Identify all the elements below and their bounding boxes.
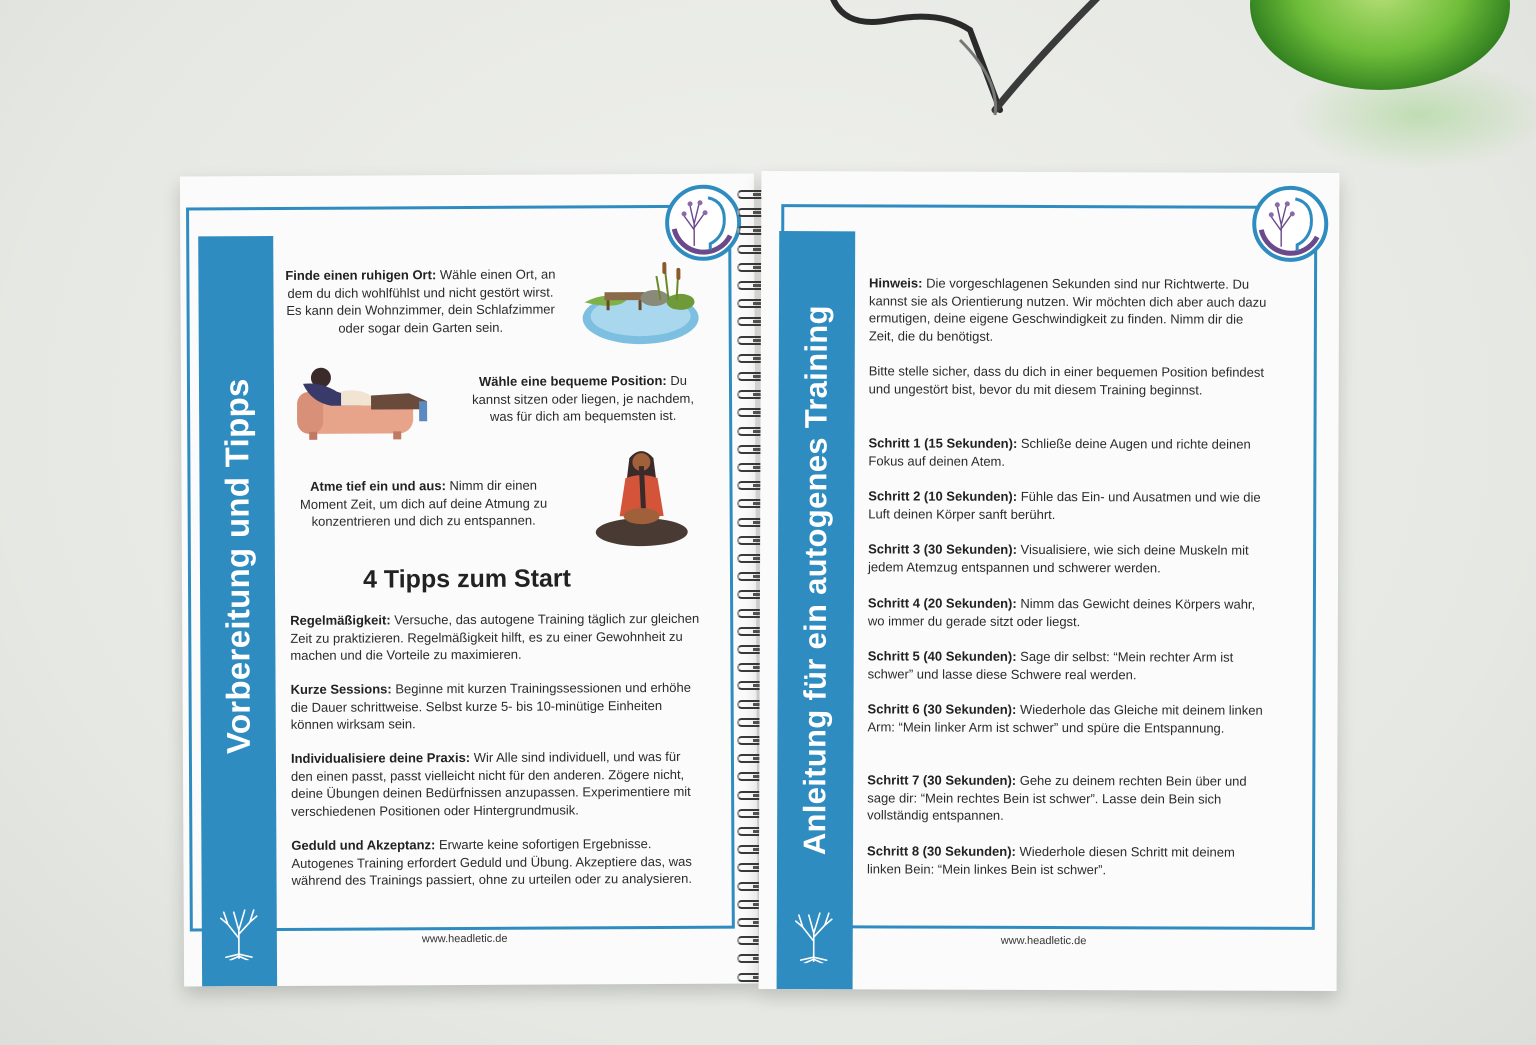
right-page [759,171,1340,991]
step-1: Schritt 1 (15 Sekunden): Schließe deine Augen und richte deinen Fokus auf deinen Atem. [868,435,1251,469]
tip-patience: Geduld und Akzeptanz: Erwarte keine sofortigen Ergebnisse. Autogenes Training erfordert Geduld und Übung. Akzeptiere das, was während des Trainings passiert, ohne zu urteilen oder zu analysieren. [291,836,692,888]
brain-tree-logo-icon [664,184,742,262]
intro-comfortable-position: Wähle eine bequeme Position: Du kannst sitzen oder liegen, je nachdem, was für dich am bequemsten ist. [472,372,695,424]
footer-url: www.headletic.de [421,932,508,946]
note-paragraph: Bitte stelle sicher, dass du dich in einer bequemen Position befindest und ungestört bist, bevor du mit diesem Training beginnst. [868,363,1265,398]
step-6: Schritt 6 (30 Sekunden): Wiederhole das Gleiche mit deinem linken Arm: “Mein linker Arm ist schwer” und spüre die Entspannung. [867,701,1263,736]
tip-short-sessions: Kurze Sessions: Beginne mit kurzen Trainingssessionen und erhöhe die Dauer schrittweise. Selbst kurze 5- bis 10-minütige Einheiten können wirksam sein. [290,679,691,732]
tip-individualize: Individualisiere deine Praxis: Wir Alle sind individuell, und was für den einen passt, passt vielleicht nicht für den anderen. Zögere nicht, deine Übungen deinen Bedürfnissen anzupassen. Experimentiere mit verschiedenen Positionen oder Hintergrundmusik. [290,748,691,819]
tip-regularity: Regelmäßigkeit: Versuche, das autogene Training täglich zur gleichen Zeit zu praktizieren. Regelmäßigkeit hilft, es zu einer Gewohnheit zu machen und die Vorteile zu maximieren. [290,610,700,663]
step-7: Schritt 7 (30 Sekunden): Gehe zu deinem rechten Bein über und sage dir: “Mein rechtes Bein ist schwer”. Lasse dein Bein sich vollständig entspannen. [867,772,1247,823]
side-band [198,236,277,986]
footer-url: www.headletic.de [1000,934,1087,948]
step-2: Schritt 2 (10 Sekunden): Fühle das Ein- und Ausatmen und wie die Luft deinen Körper sanft berührt. [868,488,1261,522]
tips-heading: 4 Tipps zum Start [362,564,572,594]
side-band [777,231,856,989]
step-8: Schritt 8 (30 Sekunden): Wiederhole diesen Schritt mit deinem linken Bein: “Mein linkes Bein ist schwer”. [866,843,1235,877]
step-3: Schritt 3 (30 Sekunden): Visualisiere, wie sich deine Muskeln mit jedem Atemzug entspannen und schwerer werden. [868,541,1249,575]
eyeglasses [820,0,1120,130]
step-4: Schritt 4 (20 Sekunden): Nimm das Gewicht deines Körpers wahr, wo immer du gerade sitzt oder liegst. [867,595,1256,629]
intro-quiet-place: Finde einen ruhigen Ort: Wähle einen Ort, an dem du dich wohlfühlst und nicht gestört wirst. Es kann dein Wohnzimmer, dein Schlafzimmer oder sogar dein Garten sein. [285,266,556,336]
meditating-woman-illustration [591,444,692,553]
reclining-person-illustration [291,361,441,442]
band-title: Vorbereitung und Tipps [217,378,257,755]
intro-breathe: Atme tief ein und aus: Nimm dir einen Moment Zeit, um dich auf deine Atmung zu konzentrieren und dich zu entspannen. [299,477,548,529]
band-title: Anleitung für ein autogenes Training [797,304,834,855]
left-page [180,174,758,987]
tree-icon [216,902,262,960]
step-5: Schritt 5 (40 Sekunden): Sage dir selbst: “Mein rechter Arm ist schwer” und lasse diese Schwere real werden. [867,648,1234,682]
pond-illustration [576,260,706,351]
tree-icon [791,905,837,963]
brain-tree-logo-icon [1251,185,1329,263]
hint-paragraph: Hinweis: Die vorgeschlagenen Sekunden sind nur Richtwerte. Du kannst sie als Orientierung nutzen. Wir möchten dich aber auch dazu ermutigen, deine eigene Geschwindigkeit zu finden. Nimm dir die Zeit, die du benötigst. [868,275,1267,344]
